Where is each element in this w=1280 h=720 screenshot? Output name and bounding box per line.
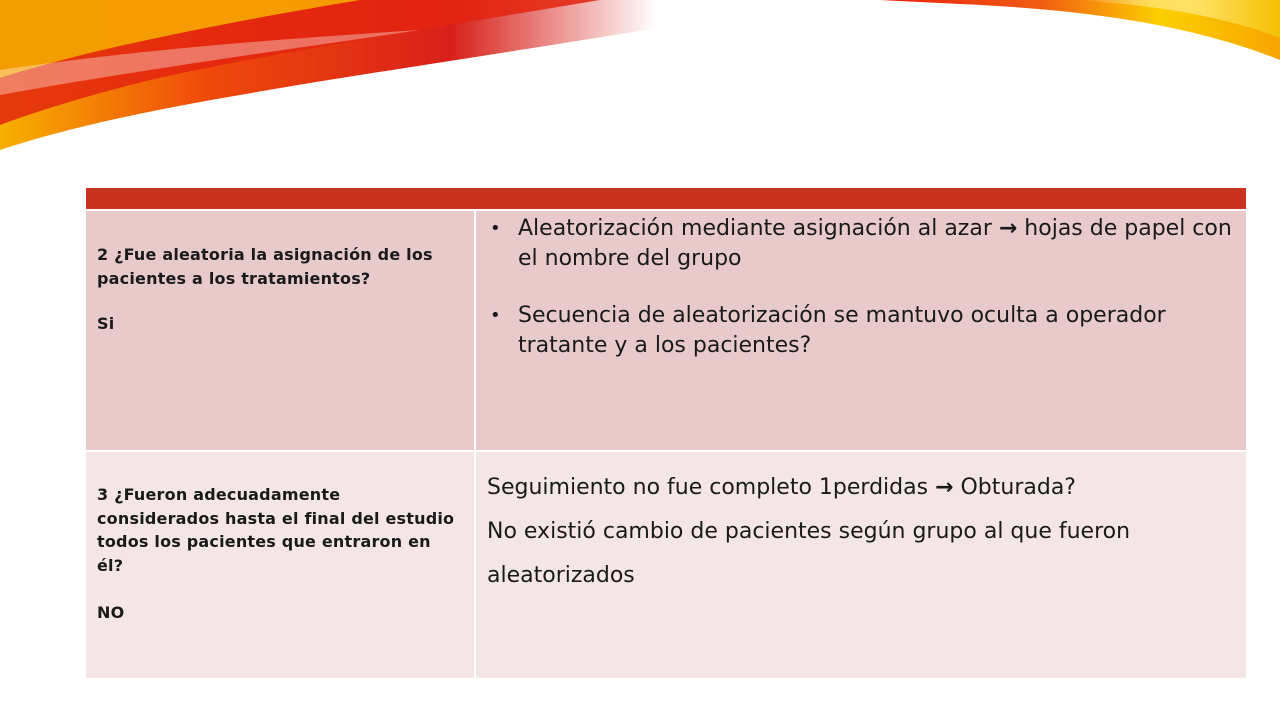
table-row bbox=[86, 211, 1246, 450]
table-header-bar bbox=[86, 188, 1246, 209]
question-cell bbox=[86, 452, 476, 678]
comment-cell bbox=[476, 452, 1246, 678]
list-item: • Secuencia de aleatorización se mantuvo oculta a operador tratante y a los pacientes? bbox=[486, 301, 1232, 361]
arrow-right-icon: → bbox=[935, 475, 954, 500]
question-cell bbox=[86, 211, 476, 450]
arrow-right-icon: → bbox=[998, 216, 1018, 241]
criteria-table bbox=[86, 188, 1246, 678]
question-text: 3 ¿Fueron adecuadamente considerados hasta el final del estudio todos los pacientes que entraron en él? bbox=[97, 485, 455, 575]
decorative-swoosh bbox=[0, 0, 1280, 160]
comment-cell bbox=[476, 211, 1246, 450]
comment-line: No existió cambio de pacientes según grupo al que fueron aleatorizados bbox=[487, 519, 1131, 588]
comment-line: Seguimiento no fue completo 1perdidas → Obturada? bbox=[487, 475, 1076, 500]
answer-text: Si bbox=[97, 314, 115, 334]
comment-list bbox=[486, 214, 1232, 361]
answer-text: NO bbox=[97, 603, 125, 623]
table-row bbox=[86, 452, 1246, 678]
list-item: • Aleatorización mediante asignación al azar → hojas de papel con el nombre del grupo bbox=[486, 214, 1232, 274]
question-text: 2 ¿Fue aleatoria la asignación de los pacientes a los tratamientos? bbox=[97, 245, 433, 288]
